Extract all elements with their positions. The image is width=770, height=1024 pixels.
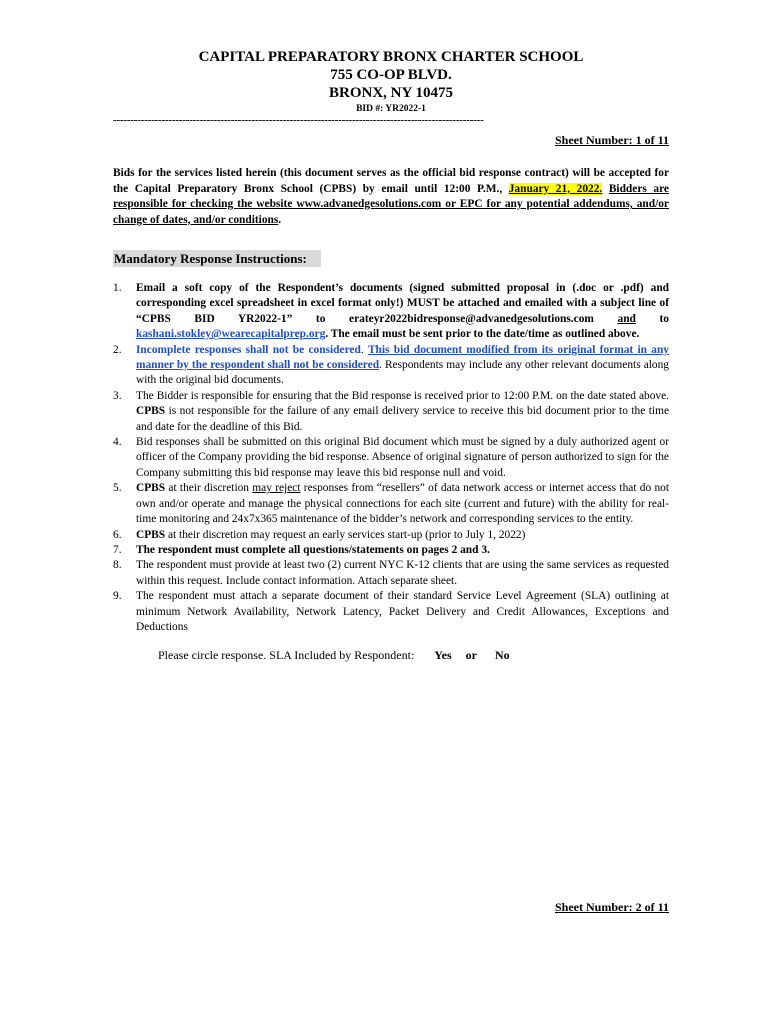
item-text-bold: CPBS bbox=[136, 405, 166, 418]
item-number: 8. bbox=[113, 559, 122, 572]
item-number: 6. bbox=[113, 528, 122, 541]
item-number: 4. bbox=[113, 436, 122, 449]
list-item bbox=[113, 389, 669, 435]
list-item bbox=[113, 435, 669, 481]
list-item bbox=[113, 481, 669, 527]
item-text: Bid responses shall be submitted on this original Bid document which must be signed by a duly authorized agent or officer of the Company providing the bid response. Absence of original signature of person authorized to sign for the Company submitting this bid response may leave this bid response null and void. bbox=[136, 436, 669, 479]
instructions-list bbox=[113, 281, 669, 635]
item-text-bold: CPBS bbox=[136, 528, 166, 541]
item-number: 7. bbox=[113, 543, 122, 556]
list-item bbox=[113, 589, 669, 635]
sla-or-text: or bbox=[465, 648, 477, 663]
item-text-underlined: may reject bbox=[252, 482, 301, 495]
sheet-number-top: Sheet Number: 1 of 11 bbox=[555, 133, 669, 147]
sheet-number-bottom: Sheet Number: 2 of 11 bbox=[555, 900, 669, 914]
document-header bbox=[113, 48, 669, 115]
intro-end: . bbox=[278, 213, 282, 226]
item-number: 5. bbox=[113, 482, 122, 495]
dashed-divider: ----------------------------------------------------------------------------------------------------------- bbox=[113, 116, 484, 125]
list-item bbox=[113, 281, 669, 343]
item-text: . The email must be sent prior to the date/time as outlined above. bbox=[325, 328, 640, 341]
item-text: to bbox=[635, 312, 669, 325]
deadline-date-highlight: January 21, 2022. bbox=[508, 182, 603, 195]
item-number: 1. bbox=[113, 282, 122, 294]
item-number: 2. bbox=[113, 343, 122, 356]
document-page bbox=[113, 0, 670, 914]
intro-text: Bids for the services listed herein (this document serves as the official bid response contract) will be accepted for the Capital Preparatory Bronx School (CPBS) by email until 12:00 P.M., bbox=[113, 167, 669, 195]
list-item bbox=[113, 528, 669, 543]
item-text: The respondent must attach a separate document of their standard Service Level Agreement (SLA) outlining at minimum Network Availability, Network Latency, Packet Delivery and Credit Allowances, Exceptions and Deductions bbox=[136, 590, 669, 633]
list-item bbox=[113, 558, 669, 589]
item-text: . bbox=[360, 343, 368, 356]
item-text: The Bidder is responsible for ensuring that the Bid response is received prior to 12:00 P.M. on the date stated above. bbox=[136, 389, 669, 402]
item-text-bold: CPBS bbox=[136, 482, 166, 495]
school-name: CAPITAL PREPARATORY BRONX CHARTER SCHOOL bbox=[198, 49, 584, 65]
mandatory-instructions-heading: Mandatory Response Instructions: bbox=[113, 250, 321, 267]
item-text: at their discretion bbox=[165, 482, 253, 495]
item-text: responses from “resellers” of data network access or internet access that do not own and/or operate and manage the physical connections for each site (current and future) with the ability for real-time monitoring and 24x7x365 maintenance of the bidder’s network and corresponding services to the entity. bbox=[136, 482, 670, 526]
item-text: . Respondents may include any other relevant documents along with the original bid documents. bbox=[136, 359, 670, 387]
sla-prompt: Please circle response. SLA Included by Respondent: bbox=[158, 648, 415, 663]
item-text-blue-underlined: This bid document modified from its original format in any manner by the respondent shall not be considered bbox=[136, 343, 669, 372]
item-number: 9. bbox=[113, 590, 122, 603]
intro-paragraph bbox=[113, 166, 669, 228]
item-text: at their discretion may request an early services start-up (prior to July 1, 2022) bbox=[165, 528, 526, 541]
item-text: Email a soft copy of the Respondent’s documents (signed submitted proposal in (.doc or .pdf) and corresponding excel spreadsheet in excel format only!) MUST be attached and emailed with a subject line of “CPBS BID YR2022-1” to erateyr2022bidresponse@advanedgesolutions.com bbox=[136, 282, 669, 325]
city-state-zip: BRONX, NY 10475 bbox=[328, 85, 454, 101]
sla-circle-response bbox=[113, 647, 669, 663]
bid-number: BID #: YR2022-1 bbox=[356, 104, 426, 114]
sla-yes-option[interactable]: Yes bbox=[434, 648, 452, 663]
item-text-blue: Incomplete responses shall not be considered bbox=[136, 343, 361, 356]
street-address: 755 CO-OP BLVD. bbox=[330, 67, 452, 83]
email-link[interactable]: kashani.stokley@wearecapitalprep.org bbox=[136, 328, 326, 341]
list-item bbox=[113, 343, 669, 389]
item-text: The respondent must provide at least two (2) current NYC K-12 clients that are using the same services as requested within this request. Include contact information. Attach separate sheet. bbox=[136, 559, 669, 587]
item-text: is not responsible for the failure of any email delivery service to receive this bid document prior to the time and date for the deadline of this Bid. bbox=[136, 405, 669, 433]
item-text-bold: The respondent must complete all questions/statements on pages 2 and 3. bbox=[136, 543, 490, 556]
intro-website-notice: Bidders are responsible for checking the website www.advanedgesolutions.com or EPC for any potential addendums, and/or change of dates, and/or conditions bbox=[113, 182, 669, 226]
item-text-and: and bbox=[617, 312, 636, 325]
item-number: 3. bbox=[113, 389, 122, 402]
sla-no-option[interactable]: No bbox=[494, 648, 510, 663]
list-item bbox=[113, 543, 669, 558]
